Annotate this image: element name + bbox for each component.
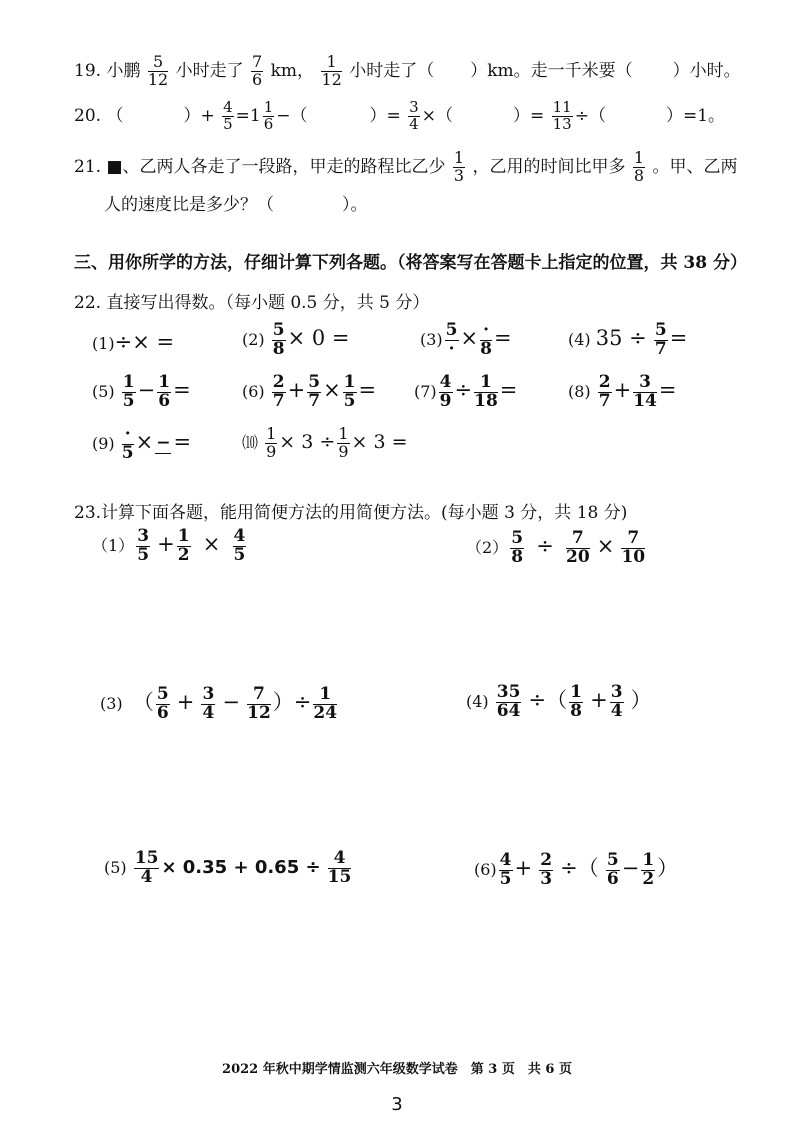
denominator: 8	[272, 338, 285, 359]
denominator: 64	[496, 701, 521, 721]
denominator: 7	[654, 338, 667, 359]
numerator: 5	[445, 320, 458, 340]
denominator: 4	[610, 701, 623, 721]
q21-text-2: ，乙用的时间比甲多	[472, 156, 626, 177]
operator: ×	[460, 325, 479, 350]
item-22-4	[568, 322, 687, 359]
fraction	[552, 100, 573, 133]
denominator: 2	[177, 544, 190, 565]
fraction	[633, 150, 645, 185]
q19-text-6: ）小时。	[672, 60, 741, 81]
fraction	[496, 684, 522, 721]
problem-23-2	[466, 530, 647, 567]
operator: +	[613, 377, 632, 402]
denominator: 6	[252, 69, 263, 89]
denominator: 4	[140, 866, 153, 887]
numerator: 2	[598, 372, 611, 392]
denominator: 3	[453, 165, 465, 185]
numerator: 35	[496, 682, 521, 703]
fraction	[155, 432, 171, 454]
item-22-2	[242, 322, 350, 359]
fraction	[633, 374, 657, 411]
operator: =1	[235, 105, 261, 126]
fraction	[122, 426, 134, 463]
fraction	[157, 374, 171, 411]
fraction	[201, 686, 215, 723]
numerator: 1	[642, 850, 655, 871]
denominator: 6	[606, 869, 619, 889]
numerator: 7	[621, 530, 645, 549]
denominator: 5	[233, 544, 246, 565]
q21-text-4: 人的速度比是多少？（	[104, 195, 274, 215]
numerator: 1	[453, 148, 465, 167]
fraction	[263, 100, 275, 133]
denominator: 6	[156, 703, 169, 723]
item-label: (3)	[100, 694, 123, 713]
denominator: 12	[147, 69, 169, 89]
fraction	[177, 528, 191, 565]
operator: ×	[596, 533, 615, 558]
denominator: ·	[448, 338, 455, 359]
denominator: 5	[121, 442, 134, 463]
numerator: 4	[233, 526, 246, 546]
expression: 35 ÷	[595, 325, 647, 350]
operator: =	[493, 325, 512, 350]
operator: +	[157, 531, 175, 556]
paren-open: （	[106, 105, 124, 126]
item-22-5	[92, 374, 191, 411]
operator: =	[499, 377, 518, 402]
operator: ）=	[369, 105, 401, 126]
numerator: 2	[272, 372, 285, 392]
operator: ×	[202, 531, 221, 556]
numerator: 7	[252, 52, 263, 71]
operator: =	[358, 377, 377, 402]
expression: × 0 =	[287, 325, 350, 350]
numerator: 3	[610, 682, 623, 703]
q19-text-1: 小鹏	[106, 60, 141, 81]
fraction	[307, 374, 321, 411]
numerator: 3	[202, 684, 215, 705]
operator: =	[658, 377, 677, 402]
numerator: 7	[247, 686, 271, 705]
denominator: 7	[308, 390, 321, 411]
operator: =	[173, 377, 191, 402]
problem-23-6	[474, 852, 678, 889]
denominator: 7	[272, 390, 285, 411]
denominator: 3	[540, 869, 553, 889]
paren-close: ）	[630, 688, 652, 712]
item-label: (6)	[242, 381, 265, 401]
item-label: (6)	[474, 860, 497, 879]
scan-mark: ■	[106, 156, 123, 177]
fraction	[343, 374, 357, 411]
denominator: 4	[202, 703, 215, 723]
item-label: (7)	[414, 381, 437, 401]
item-22-10	[242, 426, 408, 461]
q19-text-2: 小时走了	[175, 60, 244, 81]
question-21-line-2	[104, 190, 368, 215]
expression: × 3 =	[351, 430, 408, 453]
fraction	[134, 850, 160, 887]
fraction	[499, 852, 513, 889]
denominator: 5	[223, 114, 233, 133]
problem-23-1	[92, 528, 248, 565]
numerator: 11	[552, 98, 572, 116]
fraction	[148, 54, 168, 89]
numerator: 5	[156, 684, 169, 705]
item-22-8	[568, 374, 677, 411]
fraction	[156, 686, 170, 723]
operator: −（	[276, 105, 308, 126]
fraction	[265, 426, 277, 461]
fraction	[313, 686, 337, 723]
fraction	[122, 374, 136, 411]
numerator: 1	[474, 374, 498, 393]
fraction	[566, 530, 590, 567]
operator: −	[137, 377, 156, 402]
numerator: 3	[137, 526, 150, 546]
paren-close: ）÷	[272, 690, 312, 714]
denominator: 12	[321, 69, 342, 89]
q19-text-3: km，	[270, 60, 315, 81]
item-22-7	[414, 374, 517, 411]
item-label: （2）	[466, 537, 509, 557]
fraction	[598, 374, 612, 411]
numerator: 5	[511, 528, 524, 548]
numerator: 1	[338, 424, 349, 443]
fraction	[474, 374, 498, 411]
numerator: 3	[409, 98, 419, 116]
q19-text-4: 小时走了（	[349, 60, 435, 81]
numerator: 4	[223, 98, 233, 116]
numerator: 5	[654, 320, 667, 340]
numerator: 1	[266, 424, 277, 443]
item-label: (4)	[466, 692, 489, 711]
denominator: 5	[122, 390, 135, 411]
numerator: −	[156, 432, 171, 453]
question-number: 20.	[74, 105, 102, 126]
item-label: (2)	[242, 329, 265, 349]
problem-23-3	[100, 686, 339, 723]
item-22-6	[242, 374, 376, 411]
denominator: 8	[633, 165, 645, 185]
operator: +	[287, 377, 306, 402]
q19-text-5: ）km。走一千米要（	[470, 60, 633, 81]
denominator: 5	[343, 390, 356, 411]
expression: ÷× =	[114, 330, 175, 354]
operator: −	[621, 856, 640, 880]
denominator: 8	[480, 338, 492, 359]
numerator: 1	[321, 54, 341, 72]
problem-23-4	[466, 684, 652, 721]
denominator: 5	[137, 544, 150, 565]
fraction	[321, 54, 341, 89]
question-number: 21.	[74, 156, 102, 177]
denominator: 14	[633, 390, 657, 411]
operator: ÷（	[560, 856, 599, 880]
denominator: 9	[439, 390, 452, 411]
fraction	[606, 852, 620, 889]
numerator: 1	[263, 98, 274, 116]
denominator: 8	[570, 701, 582, 721]
denominator: 2	[642, 869, 655, 889]
denominator: 12	[247, 703, 271, 723]
fraction	[453, 150, 465, 185]
fraction	[569, 684, 583, 721]
fraction	[641, 852, 655, 889]
operator: ÷	[454, 377, 473, 402]
fraction	[408, 100, 420, 133]
fraction	[621, 530, 645, 567]
operator: ×	[135, 429, 154, 454]
denominator: 9	[266, 441, 277, 461]
item-label: (5)	[104, 857, 127, 877]
fraction	[445, 322, 459, 359]
q21-text-1: 、乙两人各走了一段路，甲走的路程比乙少	[122, 156, 446, 177]
item-22-9	[92, 426, 191, 463]
operator: =	[669, 325, 688, 350]
question-22-title: 22. 直接写出得数。（每小题 0.5 分，共 5 分）	[74, 293, 430, 313]
fraction	[337, 426, 349, 461]
fraction	[233, 528, 247, 565]
denominator: 4	[409, 114, 419, 133]
numerator: 1	[177, 526, 190, 546]
page-number: 3	[391, 1094, 403, 1115]
item-label: (9)	[92, 433, 115, 453]
operator: ÷（	[528, 688, 568, 712]
denominator: 6	[263, 114, 274, 133]
operator: ÷（	[574, 105, 606, 126]
item-label: (4)	[568, 329, 591, 349]
numerator: 4	[439, 372, 452, 392]
numerator: 1	[313, 686, 337, 705]
numerator: 5	[308, 372, 321, 392]
operator: ）=1。	[665, 105, 726, 126]
operator: =	[173, 429, 192, 454]
q21-text-3: 。甲、乙两	[652, 156, 738, 177]
operator: ÷	[536, 533, 554, 558]
numerator: 1	[343, 372, 356, 392]
item-label: (1)	[92, 334, 115, 353]
fraction	[247, 686, 271, 723]
fraction	[539, 852, 553, 889]
fraction	[328, 850, 352, 887]
operator: +	[590, 688, 608, 712]
question-21	[74, 150, 738, 185]
fraction	[439, 374, 453, 411]
denominator: 18	[474, 390, 498, 411]
fraction	[480, 322, 492, 359]
operator: ×	[323, 377, 341, 402]
problem-23-5	[104, 850, 353, 887]
denominator: 20	[565, 546, 590, 567]
item-label: (8)	[568, 381, 591, 401]
numerator: 4	[499, 850, 512, 871]
numerator: ·	[480, 322, 492, 341]
paren-open: （	[132, 690, 154, 714]
denominator: 6	[158, 390, 171, 411]
item-label: ⑽	[242, 432, 259, 452]
denominator: 5	[499, 869, 512, 889]
numerator: ·	[122, 426, 134, 445]
operator: ×（	[421, 105, 453, 126]
fraction	[272, 322, 286, 359]
numerator: 7	[566, 530, 590, 549]
question-19	[74, 54, 741, 89]
operator: −	[222, 690, 241, 714]
fraction	[136, 528, 150, 565]
fraction	[654, 322, 668, 359]
item-label: (3)	[420, 329, 443, 349]
item-22-3	[420, 322, 512, 359]
paren-close: ）	[657, 856, 679, 880]
denominator: 15	[327, 866, 352, 887]
question-number: 19.	[74, 60, 102, 81]
section-3-heading: 三、用你所学的方法，仔细计算下列各题。（将答案写在答题卡上指定的位置，共 38 分）	[74, 253, 747, 273]
denominator: 7	[598, 390, 611, 411]
denominator: 8	[511, 546, 524, 567]
fraction	[610, 684, 624, 721]
numerator: 5	[606, 850, 619, 871]
fraction	[272, 374, 286, 411]
operator: +	[514, 856, 533, 880]
item-label: （1）	[92, 535, 135, 555]
numerator: 2	[540, 850, 553, 871]
numerator: 1	[570, 682, 582, 703]
operator: ）+	[183, 105, 215, 126]
numerator: 15	[134, 848, 159, 868]
denominator: 24	[313, 703, 338, 723]
expression: × 3 ÷	[279, 430, 336, 453]
denominator: 10	[621, 546, 646, 567]
denominator: 13	[552, 114, 572, 133]
question-20	[74, 100, 725, 133]
question-23-title: 23.计算下面各题，能用简便方法的用简便方法。(每小题 3 分，共 18 分)	[74, 503, 628, 523]
footer-title: 2022 年秋中期学情监测六年级数学试卷 第 3 页 共 6 页	[222, 1062, 572, 1077]
q21-text-5: ）。	[342, 195, 368, 215]
operator: +	[176, 690, 195, 714]
fraction	[510, 530, 524, 567]
fraction	[251, 54, 263, 89]
numerator: 1	[633, 148, 645, 167]
denominator: 9	[338, 441, 349, 461]
fraction	[222, 100, 234, 133]
numerator: 3	[633, 374, 657, 393]
expression: × 0.35 + 0.65 ÷	[161, 856, 321, 878]
numerator: 1	[158, 372, 171, 392]
operator: ）=	[512, 105, 545, 126]
numerator: 5	[148, 54, 168, 72]
numerator: 5	[272, 320, 285, 340]
numerator: 1	[122, 372, 135, 392]
item-22-1	[92, 330, 174, 354]
item-label: (5)	[92, 381, 115, 401]
numerator: 4	[328, 850, 352, 869]
